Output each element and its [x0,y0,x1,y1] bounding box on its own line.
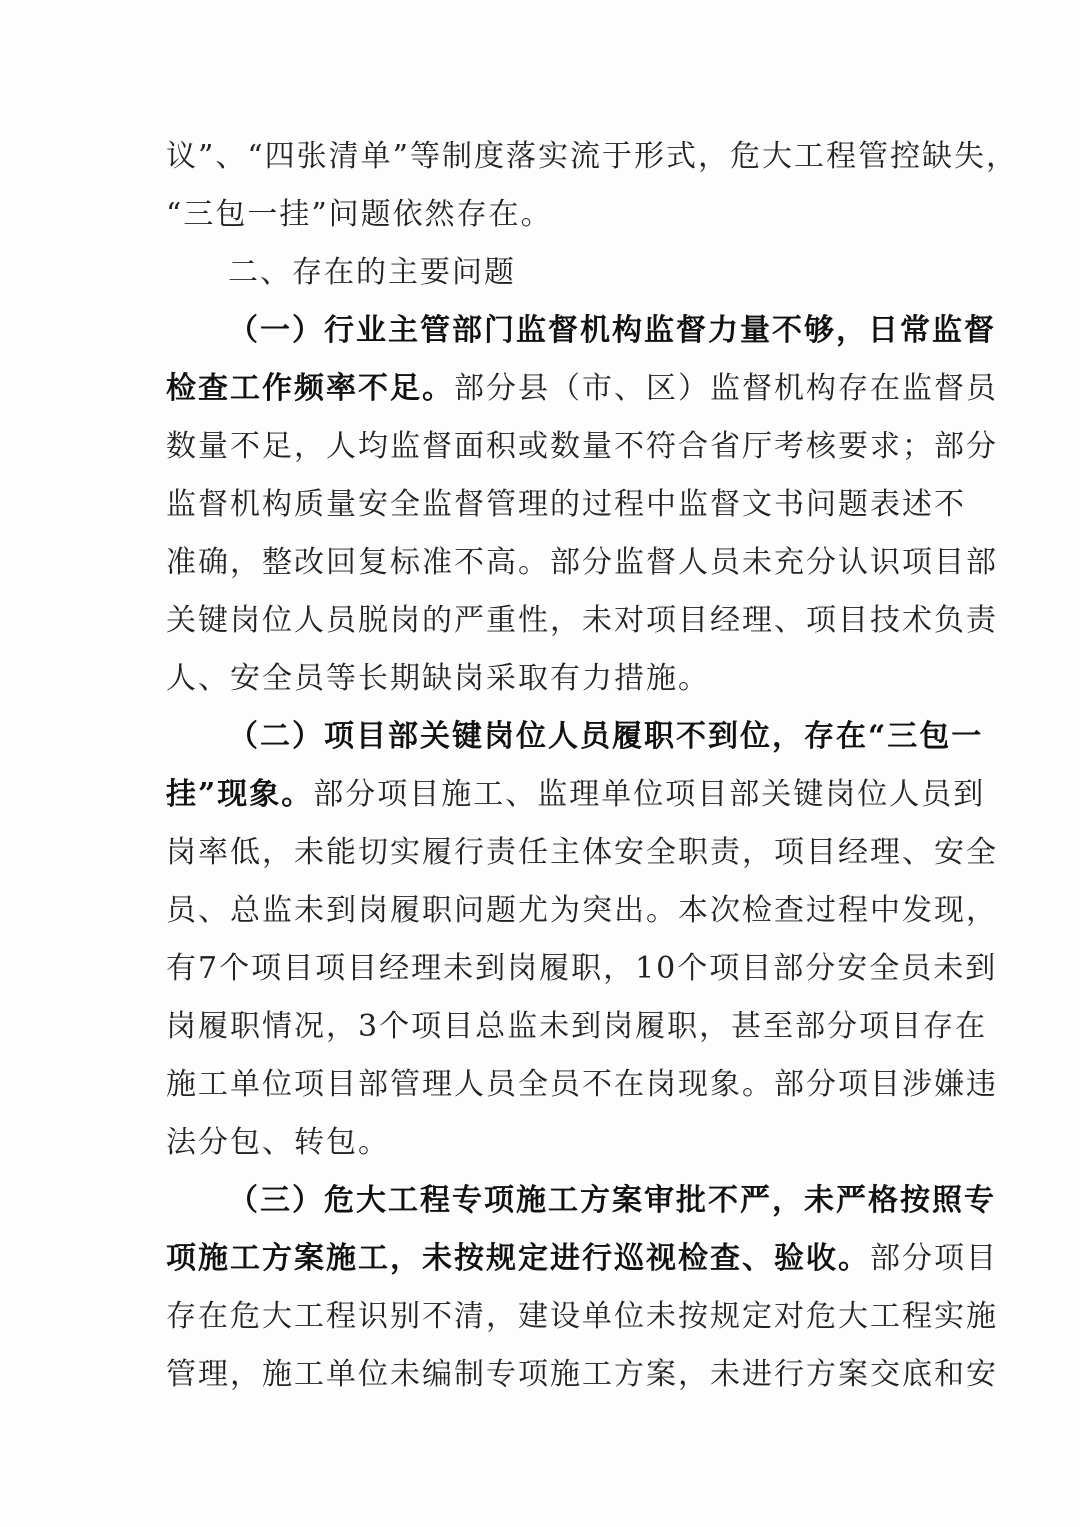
paragraph-line: 人、安全员等长期缺岗采取有力措施。 [166,661,710,696]
paragraph-line: 岗履职情况，3个项目总监未到岗履职，甚至部分项目存在 [166,1009,988,1044]
subheading-line: （二）项目部关键岗位人员履职不到位，存在“三包一 [228,719,984,754]
paragraph-line: 议”、“四张清单”等制度落实流于形式，危大工程管控缺失， [166,139,1019,174]
section-heading: 二、存在的主要问题 [228,255,516,290]
subheading-text: 项施工方案施工，未按规定进行巡视检查、验收。 [166,1241,870,1276]
paragraph-line [166,1230,998,1288]
paragraph-line [166,360,998,418]
paragraph-text: 部分项目施工、监理单位项目部关键岗位人员到 [313,777,986,812]
document-body [166,128,1019,1404]
paragraph-line: 监督机构质量安全监督管理的过程中监督文书问题表述不 [166,487,966,522]
subheading-line: （一）行业主管部门监督机构监督力量不够，日常监督 [228,313,996,348]
paragraph-line: 准确，整改回复标准不高。部分监督人员未充分认识项目部 [166,545,998,580]
paragraph-line: 存在危大工程识别不清，建设单位未按规定对危大工程实施 [166,1299,998,1334]
paragraph-text: 部分县（市、区）监督机构存在监督员 [454,371,998,406]
paragraph-line: 关键岗位人员脱岗的严重性，未对项目经理、项目技术负责 [166,603,998,638]
paragraph-line: 岗率低，未能切实履行责任主体安全职责，项目经理、安全 [166,835,998,870]
subheading-line: （三）危大工程专项施工方案审批不严，未严格按照专 [228,1183,996,1218]
paragraph-line: 施工单位项目部管理人员全员不在岗现象。部分项目涉嫌违 [166,1067,998,1102]
subheading-text: 检查工作频率不足。 [166,371,454,406]
paragraph-line: 法分包、转包。 [166,1125,390,1160]
paragraph-line: 数量不足，人均监督面积或数量不符合省厅考核要求；部分 [166,429,998,464]
paragraph-line [166,766,986,824]
paragraph-line: 员、总监未到岗履职问题尤为突出。本次检查过程中发现， [166,893,998,928]
paragraph-text: 部分项目 [870,1241,998,1276]
paragraph-line: “三包一挂”问题依然存在。 [166,197,553,232]
subheading-text: 挂”现象。 [166,777,314,812]
paragraph-line: 有7个项目项目经理未到岗履职，10个项目部分安全员未到 [166,951,998,986]
paragraph-line: 管理，施工单位未编制专项施工方案，未进行方案交底和安 [166,1357,998,1392]
